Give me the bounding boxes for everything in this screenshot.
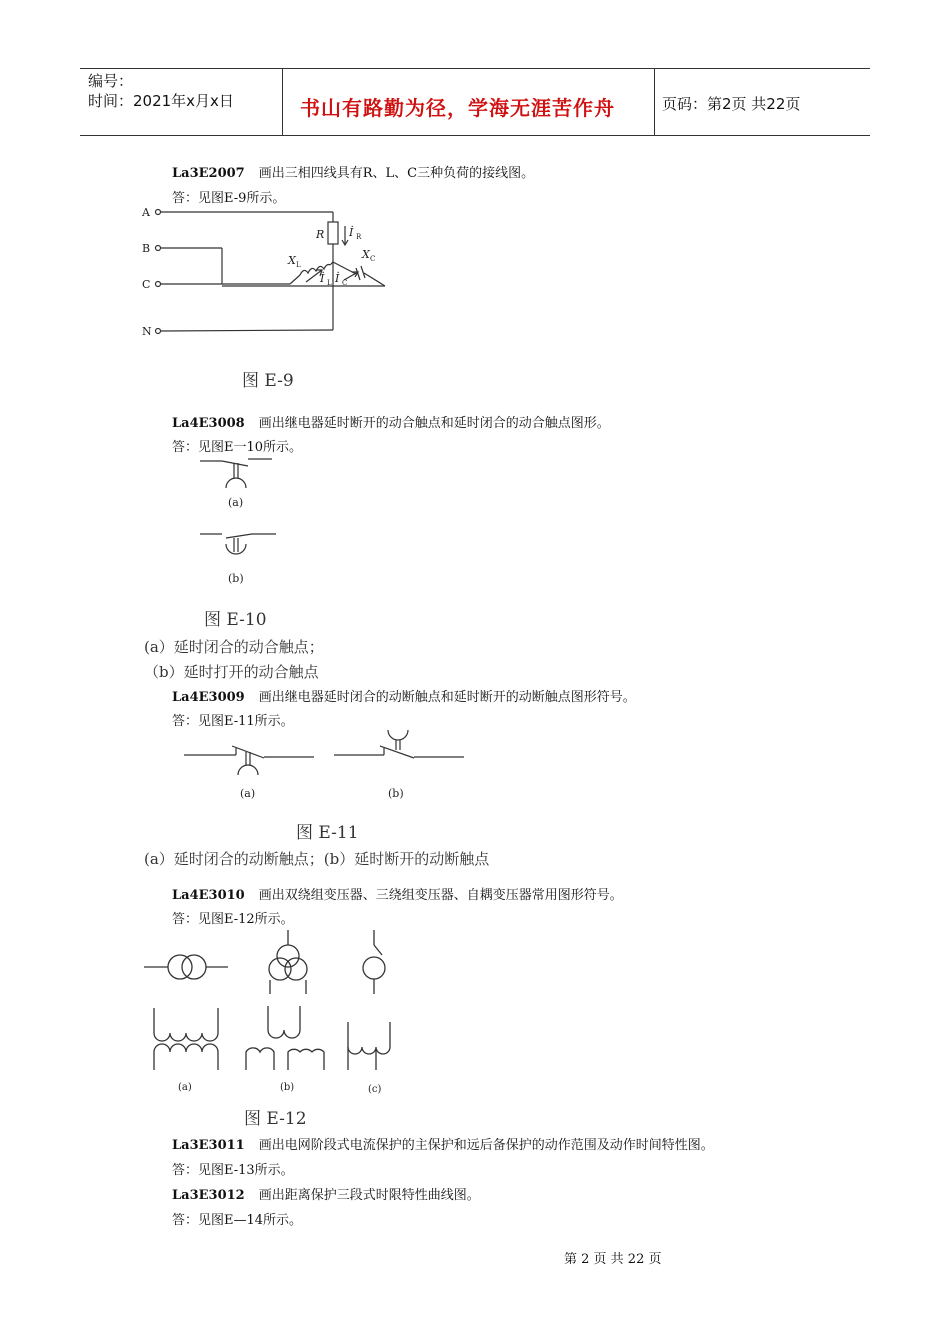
label-il: İ [320, 272, 325, 285]
answer-e11: 答：见图E-11所示。 [172, 714, 294, 729]
question-code: La4E3008 [172, 416, 245, 431]
answer-e10: 答：见图E一10所示。 [172, 440, 303, 455]
label-xc-sub: C [370, 255, 376, 263]
question-code: La3E2007 [172, 166, 245, 181]
caption-e12: 图 E-12 [244, 1109, 307, 1129]
question-code: La4E3009 [172, 690, 245, 705]
question-text: 画出双绕组变压器、三绕组变压器、自耦变压器常用图形符号。 [258, 888, 623, 903]
label-a: A [142, 206, 150, 219]
note-e11: (a）延时闭合的动断触点；(b）延时断开的动断触点 [144, 850, 490, 868]
question-code: La3E3011 [172, 1138, 245, 1153]
caption-e10: 图 E-10 [204, 610, 267, 630]
answer-e9: 答：见图E-9所示。 [172, 191, 286, 206]
label-b: B [142, 242, 151, 255]
label-ir: İ [349, 226, 354, 239]
question-text: 画出继电器延时闭合的动断触点和延时断开的动断触点图形符号。 [258, 690, 636, 705]
answer-e13: 答：见图E-13所示。 [172, 1163, 294, 1178]
coil-a-top [154, 1008, 218, 1041]
label-xl-sub: L [296, 261, 301, 269]
question-e13 [172, 1134, 714, 1153]
note-e10-a: (a）延时闭合的动合触点； [144, 638, 324, 656]
label-xc: X [362, 248, 370, 261]
winding-circle-b1 [277, 945, 299, 967]
answer-e12: 答：见图E-12所示。 [172, 912, 294, 927]
question-e14 [172, 1184, 480, 1203]
winding-circle-b3 [285, 958, 307, 980]
coil-b-top [268, 1006, 300, 1038]
doc-date: 时间：2021年x月x日 [88, 92, 234, 110]
label-xl: X [288, 254, 296, 267]
label-r: R [316, 228, 325, 241]
sublabel-11b: (b) [388, 787, 404, 800]
caption-e9: 图 E-9 [242, 371, 294, 391]
coil-c [348, 1022, 390, 1054]
sublabel-12b: (b) [280, 1082, 295, 1093]
coil-a-bottom [154, 1044, 218, 1070]
sublabel-12c: (c) [368, 1084, 382, 1095]
note-e10-b: （b）延时打开的动合触点 [144, 663, 319, 681]
motto: 书山有路勤为径，学海无涯苦作舟 [300, 96, 615, 120]
winding-circle-a1 [168, 955, 192, 979]
label-ir-sub: R [356, 233, 362, 241]
sublabel-11a: (a) [240, 787, 256, 800]
sublabel-a: (a) [228, 496, 244, 509]
question-text: 画出距离保护三段式时限特性曲线图。 [258, 1188, 480, 1203]
caption-e11: 图 E-11 [296, 823, 359, 843]
sublabel-b: (b) [228, 572, 244, 585]
label-ic-sub: C [342, 279, 348, 287]
question-text: 画出三相四线具有R、L、C三种负荷的接线图。 [258, 166, 535, 181]
question-code: La4E3010 [172, 888, 245, 903]
page-info: 页码：第2页 共22页 [662, 95, 801, 113]
label-c: C [142, 278, 151, 291]
label-il-sub: L [327, 279, 332, 287]
question-code: La3E3012 [172, 1188, 245, 1203]
sublabel-12a: (a) [178, 1082, 192, 1093]
label-ic: İ [335, 272, 340, 285]
label-n: N [142, 325, 152, 338]
coil-b-right [288, 1049, 324, 1070]
question-text: 画出继电器延时断开的动合触点和延时闭合的动合触点图形。 [258, 416, 610, 431]
winding-circle-c [363, 957, 385, 979]
answer-e14: 答：见图E—14所示。 [172, 1213, 303, 1228]
winding-circle-a2 [182, 955, 206, 979]
page-footer: 第 2 页 共 22 页 [564, 1252, 662, 1267]
coil-b-left [246, 1048, 274, 1070]
doc-number-label: 编号： [88, 72, 134, 90]
question-text: 画出电网阶段式电流保护的主保护和远后备保护的动作范围及动作时间特性图。 [258, 1138, 714, 1153]
